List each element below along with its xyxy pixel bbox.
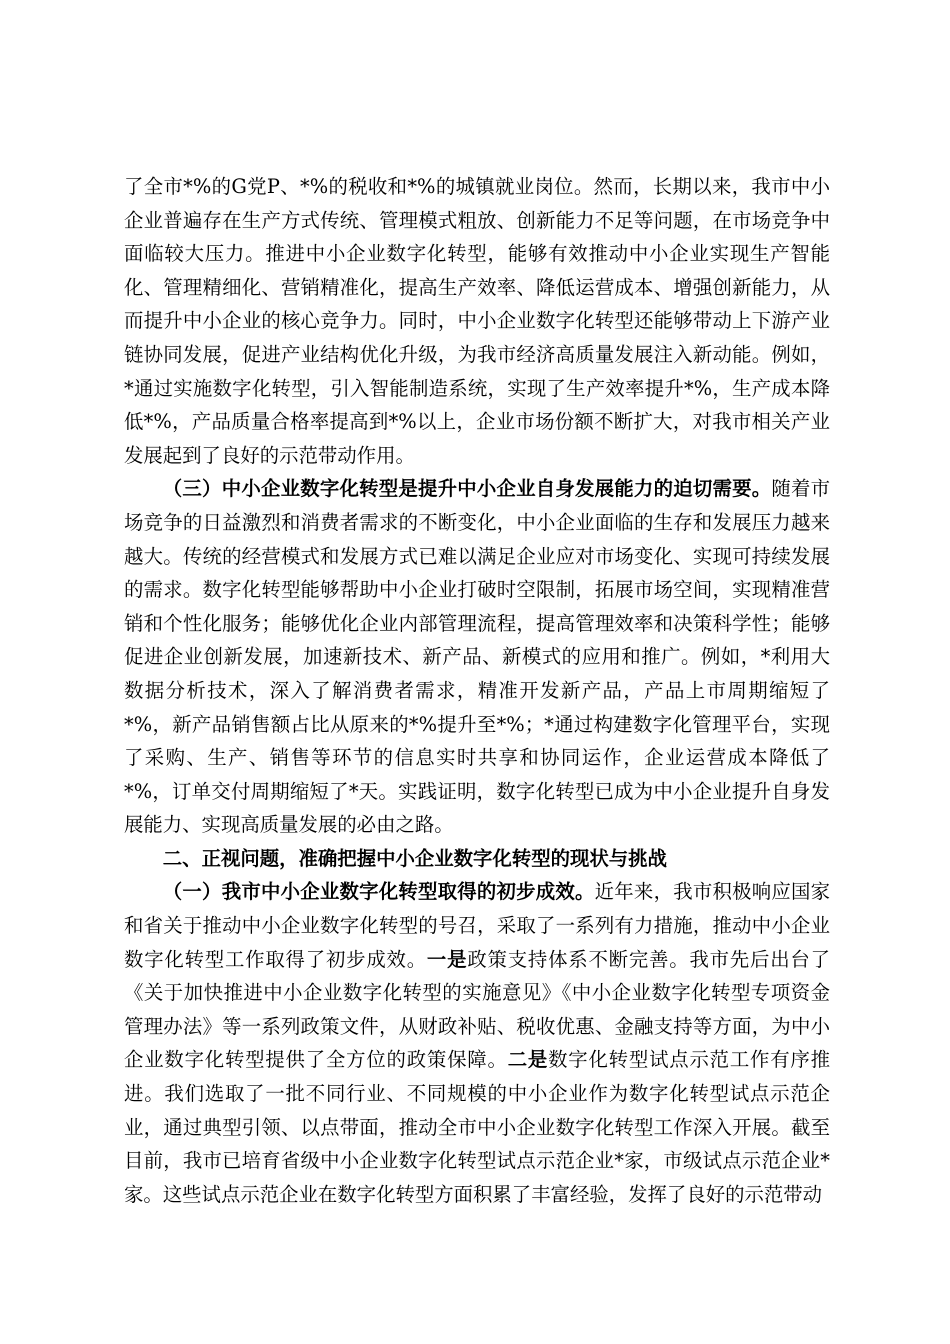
document-page [124, 170, 830, 1211]
section-heading-2: 二、正视问题，准确把握中小企业数字化转型的现状与挑战 [162, 846, 667, 870]
paragraph-text: 政策支持体系不断完善。我市先后出台了《关于加快推进中小企业数字化转型的实施意见》《中小企业数字化转型专项资金管理办法》等一系列政策文件，从财政补贴、税收优惠、金融支持等方面，为中小企业数字化转型提供了全方位的政策保障。 [124, 947, 831, 1072]
paragraph-section-3 [124, 472, 830, 842]
paragraph-subsection-1 [124, 875, 830, 1211]
point-marker-two: 二是 [507, 1048, 549, 1072]
paragraph-continuation [124, 170, 830, 472]
paragraph-text: 随着市场竞争的日益激烈和消费者需求的不断变化，中小企业面临的生存和发展压力越来越大。传统的经营模式和发展方式已难以满足企业应对市场变化、实现可持续发展的需求。数字化转型能够帮助中小企业打破时空限制，拓展市场空间，实现精准营销和个性化服务；能够优化企业内部管理流程，提高管理效率和决策科学性；能够促进企业创新发展，加速新技术、新产品、新模式的应用和推广。例如，*利用大数据分析技术，深入了解消费者需求，精准开发新产品，产品上市周期缩短了*%，新产品销售额占比从原来的*%提升至*%；*通过构建数字化管理平台，实现了采购、生产、销售等环节的信息实时共享和协同运作，企业运营成本降低了*%，订单交付周期缩短了*天。实践证明，数字化转型已成为中小企业提升自身发展能力、实现高质量发展的必由之路。 [124, 477, 831, 837]
paragraph-lead-bold: （一）我市中小企业数字化转型取得的初步成效。 [162, 880, 595, 904]
paragraph-text: 数字化转型试点示范工作有序推进。我们选取了一批不同行业、不同规模的中小企业作为数字化转型试点示范企业，通过典型引领、以点带面，推动全市中小企业数字化转型工作深入开展。截至目前，我市已培育省级中小企业数字化转型试点示范企业*家，市级试点示范企业*家。这些试点示范企业在数字化转型方面积累了丰富经验，发挥了良好的示范带动 [124, 1048, 831, 1206]
paragraph-text: 了全市*%的G党P、*%的税收和*%的城镇就业岗位。然而，长期以来，我市中小企业普遍存在生产方式传统、管理模式粗放、创新能力不足等问题，在市场竞争中面临较大压力。推进中小企业数字化转型，能够有效推动中小企业实现生产智能化、管理精细化、营销精准化，提高生产效率、降低运营成本、增强创新能力，从而提升中小企业的核心竞争力。同时，中小企业数字化转型还能够带动上下游产业链协同发展，促进产业结构优化升级，为我市经济高质量发展注入新动能。例如，*通过实施数字化转型，引入智能制造系统，实现了生产效率提升*%，生产成本降低*%，产品质量合格率提高到*%以上，企业市场份额不断扩大，对我市相关产业发展起到了良好的示范带动作用。 [124, 175, 830, 467]
paragraph-lead-bold: （三）中小企业数字化转型是提升中小企业自身发展能力的迫切需要。 [162, 477, 772, 501]
point-marker-one: 一是 [426, 947, 468, 971]
paragraph-text: 近年来，我市积极响应国家和省关于推动中小企业数字化转型的号召，采取了一系列有力措施，推动中小企业数字化转型工作取得了初步成效。 [124, 880, 830, 971]
